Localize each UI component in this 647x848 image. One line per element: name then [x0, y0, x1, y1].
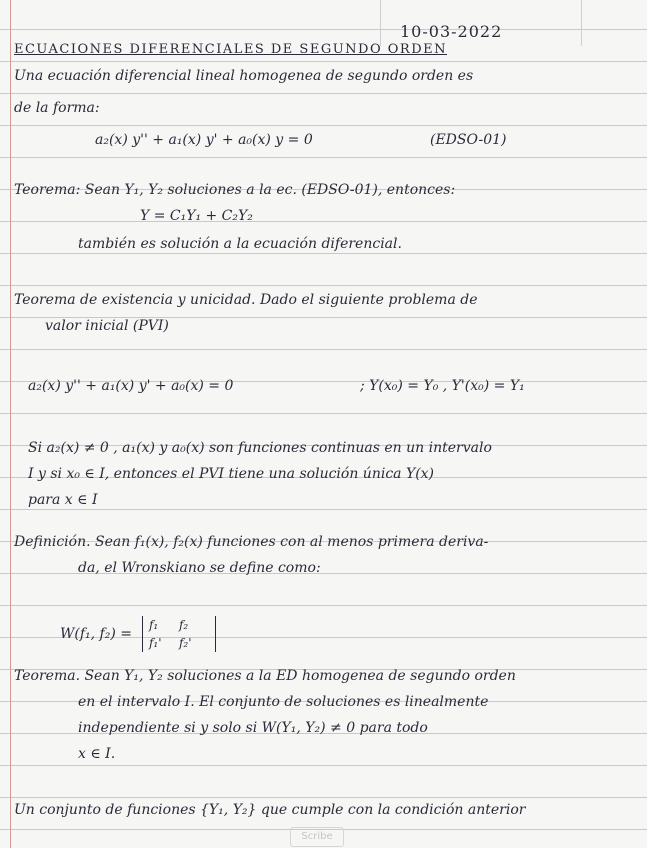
theorem2-equation: a₂(x) y'' + a₁(x) y' + a₀(x) = 0: [28, 378, 234, 394]
theorem3-line-3: independiente si y solo si W(Y₁, Y₂) ≠ 0 para todo: [78, 720, 428, 736]
wronskian-formula: [60, 616, 216, 652]
date: 10-03-2022: [400, 22, 503, 41]
matrix-cell: f₁': [148, 636, 162, 650]
intro-line-1: Una ecuación diferencial lineal homogenea de segundo orden es: [14, 68, 474, 84]
page-title: ECUACIONES DIFERENCIALES DE SEGUNDO ORDEN: [14, 42, 447, 57]
wronskian-lhs: W(f₁, f₂) =: [60, 626, 132, 642]
theorem2-line-1: Teorema de existencia y unicidad. Dado el siguiente problema de: [14, 292, 478, 308]
equation-tag: (EDSO-01): [430, 132, 507, 148]
intro-line-2: de la forma:: [14, 100, 100, 116]
theorem2-line-4: Si a₂(x) ≠ 0 , a₁(x) y a₀(x) son funciones continuas en un intervalo: [28, 440, 492, 456]
theorem2-conditions: ; Y(x₀) = Y₀ , Y'(x₀) = Y₁: [360, 378, 525, 394]
matrix-cell: f₂: [178, 618, 189, 632]
theorem2-line-6: para x ∈ I: [28, 492, 98, 508]
theorem1-line-1: Teorema: Sean Y₁, Y₂ soluciones a la ec. (EDSO-01), entonces:: [14, 182, 456, 198]
definition-line-2: da, el Wronskiano se define como:: [78, 560, 321, 576]
theorem1-line-3: también es solución a la ecuación diferencial.: [78, 236, 402, 252]
margin-line: [10, 0, 11, 848]
matrix-cell: f₂': [178, 636, 192, 650]
theorem2-line-5: I y si x₀ ∈ I, entonces el PVI tiene una solución única Y(x): [28, 466, 435, 482]
theorem3-line-2: en el intervalo I. El conjunto de soluciones es linealmente: [78, 694, 489, 710]
theorem3-line-1: Teorema. Sean Y₁, Y₂ soluciones a la ED homogenea de segundo orden: [14, 668, 516, 684]
theorem1-formula: Y = C₁Y₁ + C₂Y₂: [140, 208, 253, 224]
theorem2-line-2: valor inicial (PVI): [45, 318, 169, 334]
wronskian-matrix: [142, 616, 216, 652]
matrix-cell: f₁: [148, 618, 159, 632]
definition-line-1: Definición. Sean f₁(x), f₂(x) funciones con al menos primera deriva-: [14, 534, 489, 550]
closing-line: Un conjunto de funciones {Y₁, Y₂} que cumple con la condición anterior: [14, 802, 526, 818]
scribe-watermark: Scribe: [290, 827, 344, 847]
theorem3-line-4: x ∈ I.: [78, 746, 116, 762]
intro-equation: a₂(x) y'' + a₁(x) y' + a₀(x) y = 0: [95, 132, 313, 148]
